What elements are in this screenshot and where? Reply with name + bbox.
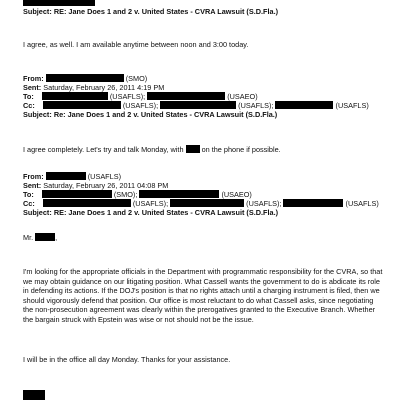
salutation-comma: , (55, 233, 58, 242)
email1-subject: RE: Jane Does 1 and 2 v. United States - CVRA Lawsuit (S.D.Fla.) (53, 7, 279, 16)
email2-from-line (23, 74, 147, 83)
email3-cc-2: (USAFLS); (246, 199, 282, 208)
email3-cc-1: (USAFLS); (132, 199, 169, 208)
redaction-bar (170, 199, 244, 207)
email3-from-line (23, 172, 121, 181)
redaction-bar (42, 190, 112, 198)
redaction-bar (43, 199, 131, 207)
email3-sent-line (23, 181, 168, 190)
email2-body-after: on the phone if possible. (201, 145, 281, 154)
redaction-bar (46, 74, 124, 82)
email2-to-line (23, 92, 258, 101)
email3-to-line (23, 190, 252, 199)
email2-sent: Saturday, February 26, 2011 4:19 PM (43, 83, 165, 92)
email1-body: I agree, as well. I am available anytime between noon and 3:00 today. (23, 40, 249, 49)
sent-label: Sent: (23, 83, 42, 92)
email3-from-org: (USAFLS) (87, 172, 121, 181)
email2-sent-line (23, 83, 164, 92)
redaction-bar (43, 101, 121, 109)
salutation-text: Mr. (23, 233, 34, 242)
subject-label: Subject: (23, 7, 52, 16)
email2-cc-3: (USAFLS) (335, 101, 369, 110)
redaction-bar (42, 92, 108, 100)
email3-cc-line (23, 199, 379, 208)
email3-to-2: (USAEO) (221, 190, 252, 199)
email2-subject: Re: Jane Does 1 and 2 v. United States - CVRA Lawsuit (S.D.Fla.) (53, 110, 278, 119)
email3-salutation (23, 233, 57, 242)
email3-cc-3: (USAFLS) (345, 199, 379, 208)
email2-body-before: I agree completely. Let's try and talk Monday, with (23, 145, 184, 154)
redaction-bar (46, 172, 86, 180)
redaction-bar (23, 0, 95, 7)
redaction-bar (35, 233, 58, 242)
email3-subject-line (23, 208, 278, 217)
email3-closing: I will be in the office all day Monday. Thanks for your assistance. (23, 355, 231, 364)
redaction-bar (139, 190, 219, 198)
email3-subject: RE: Jane Does 1 and 2 v. United States - CVRA Lawsuit (S.D.Fla.) (53, 208, 279, 217)
cc-label: Cc: (23, 199, 35, 208)
cc-label: Cc: (23, 101, 35, 110)
email1-subject-line (23, 7, 278, 16)
redaction-bar (275, 101, 333, 109)
email2-cc-1: (USAFLS); (122, 101, 159, 110)
email2-to-1: (USAFLS); (109, 92, 146, 101)
subject-label: Subject: (23, 208, 52, 217)
email3-sent: Saturday, February 26, 2011 04:08 PM (43, 181, 169, 190)
redaction-bar (160, 101, 236, 109)
redaction-bar (147, 92, 225, 100)
redaction-bar (186, 145, 200, 153)
email2-from-org: (SMO) (125, 74, 148, 83)
from-label: From: (23, 74, 44, 83)
email2-cc-2: (USAFLS); (238, 101, 274, 110)
sent-label: Sent: (23, 181, 42, 190)
to-label: To: (23, 190, 34, 199)
redaction-bar (283, 199, 343, 207)
email3-to-1: (SMO); (113, 190, 138, 199)
signature-redaction (23, 390, 45, 401)
email2-body (23, 145, 281, 154)
email2-subject-line (23, 110, 277, 119)
subject-label: Subject: (23, 110, 52, 119)
to-label: To: (23, 92, 34, 101)
from-label: From: (23, 172, 44, 181)
email3-body-paragraph: I'm looking for the appropriate officials in the Department with programmatic responsibility for the CVRA, so that we may obtain guidance on our litigating position. What Cassell wants the government to do is abdicate its role in defending its actions. If the DOJ's position is that no rights attach until a charging instrument is filed, then we should vigorously defend that position. Our office is most reluctant to do what Cassell asks, since negotiating the non-prosecution agreement was clearly within the prerogatives granted to the Executive Branch. Whether the bargain struck with Epstein was wise or not should not be the issue. (23, 267, 383, 324)
email2-to-2: (USAEO) (227, 92, 258, 101)
email2-cc-line (23, 101, 369, 110)
